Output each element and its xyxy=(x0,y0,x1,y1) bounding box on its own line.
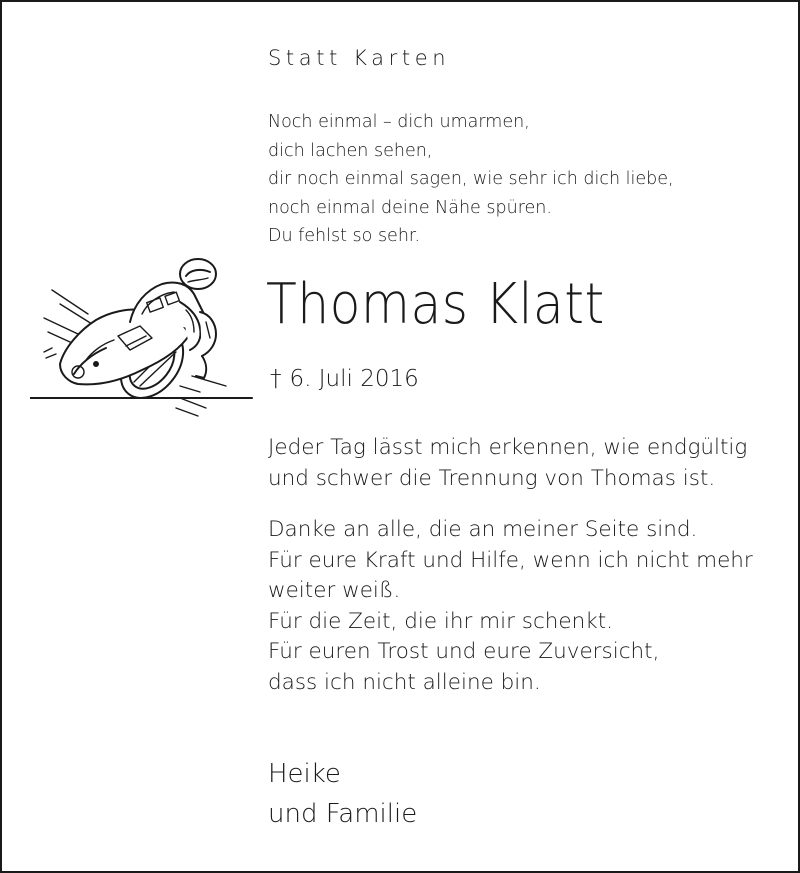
cross-symbol: † xyxy=(270,366,282,392)
motorcycle-rider-icon xyxy=(30,252,255,422)
paragraph-danke xyxy=(268,515,753,698)
signature xyxy=(268,754,417,834)
signature-line: und Familie xyxy=(268,799,418,829)
poem-line: Noch einmal – dich umarmen, xyxy=(268,112,530,132)
paragraph-line: Für eure Kraft und Hilfe, wenn ich nicht mehr xyxy=(268,547,753,573)
death-date: 6. Juli 2016 xyxy=(289,366,419,392)
poem xyxy=(268,108,674,251)
poem-line: dir noch einmal sagen, wie sehr ich dich liebe, xyxy=(268,169,674,189)
poem-line: noch einmal deine Nähe spüren. xyxy=(268,197,552,218)
deceased-name: Thomas Klatt xyxy=(266,272,605,337)
paragraph-line: und schwer die Trennung von Thomas ist. xyxy=(268,465,716,491)
signature-line: Heike xyxy=(268,759,341,789)
paragraph-line: Für die Zeit, die ihr mir schenkt. xyxy=(268,608,613,634)
paragraph-line: Danke an alle, die an meiner Seite sind. xyxy=(268,517,698,542)
paragraph-line: dass ich nicht alleine bin. xyxy=(268,669,541,695)
poem-line: Du fehlst so sehr. xyxy=(268,226,421,246)
header-statt-karten: Statt Karten xyxy=(268,46,451,70)
paragraph-line: weiter weiß. xyxy=(268,578,401,603)
poem-line: dich lachen sehen, xyxy=(268,140,433,161)
paragraph-line: Für euren Trost und eure Zuversicht, xyxy=(268,639,660,664)
death-date-line xyxy=(270,366,419,392)
paragraph-line: Jeder Tag lässt mich erkennen, wie endgültig xyxy=(268,435,748,460)
paragraph-trennung xyxy=(268,433,747,494)
